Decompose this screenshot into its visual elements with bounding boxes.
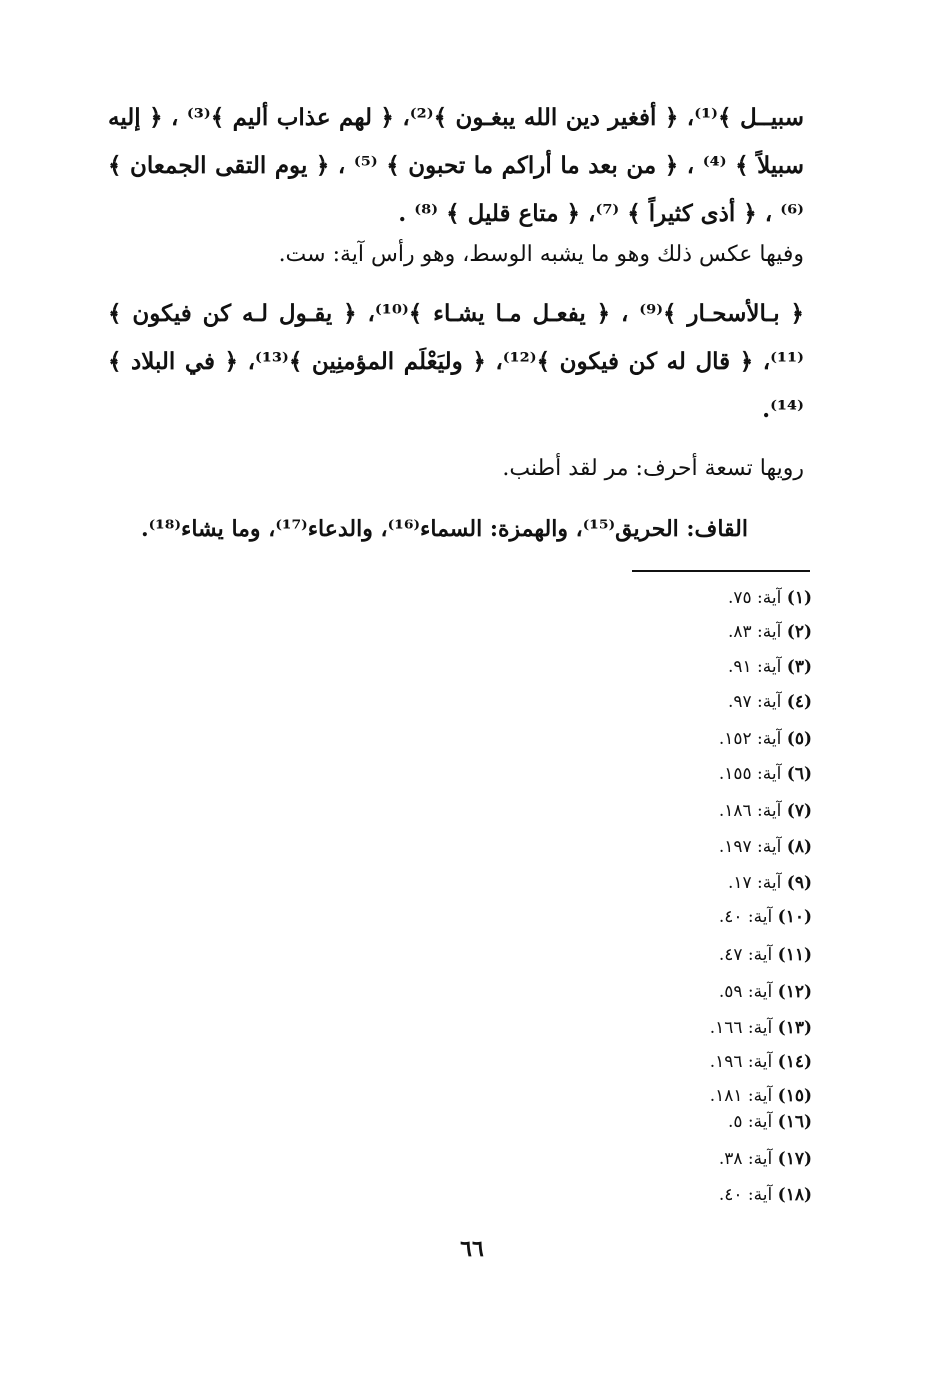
paragraph-note-middle: وفيها عكس ذلك وهو ما يشبه الوسط، وهو رأس آية: ست.: [278, 242, 804, 267]
footnote-item: (١٠) آية: ٤٠.: [718, 907, 812, 927]
page-number: ٦٦: [460, 1236, 484, 1262]
footnote-item: (١١) آية: ٤٧.: [718, 945, 812, 965]
paragraph-qaf-hamza: القاف: الحريق⁽¹⁵⁾، والهمزة: السماء⁽¹⁶⁾، والدعاء⁽¹⁷⁾، وما يشاء⁽¹⁸⁾.: [140, 516, 748, 542]
footnote-item: (١٥) آية: ١٨١.: [709, 1086, 812, 1106]
footnote-item: (٣) آية: ٩١.: [727, 657, 812, 677]
footnote-item: (٤) آية: ٩٧.: [727, 692, 812, 712]
footnote-item: (١٢) آية: ٥٩.: [718, 982, 812, 1002]
footnote-item: (١٨) آية: ٤٠.: [718, 1185, 812, 1205]
footnote-item: (١) آية: ٧٥.: [727, 588, 812, 608]
footnote-item: (٧) آية: ١٨٦.: [718, 801, 812, 821]
footnote-item: (١٧) آية: ٣٨.: [718, 1149, 812, 1169]
footnote-item: (٩) آية: ١٧.: [727, 873, 812, 893]
footnote-item: (٦) آية: ١٥٥.: [718, 764, 812, 784]
footnote-item: (١٦) آية: ٥.: [727, 1112, 812, 1132]
footnote-item: (١٣) آية: ١٦٦.: [709, 1018, 812, 1038]
footnote-item: (٢) آية: ٨٣.: [727, 622, 812, 642]
footnote-item: (٨) آية: ١٩٧.: [718, 837, 812, 857]
paragraph-verses-2: ﴿ بـالأسحـار ﴾⁽⁹⁾ ، ﴿ يفعـل مـا يشـاء ﴾⁽¹⁰⁾، ﴿ يقـول لـه كن فيكون ﴾⁽¹¹⁾، ﴿ قال له كن فيكون ﴾⁽¹²⁾، ﴿ وليَعْلَم المؤمنِين ﴾⁽¹³⁾، ﴿ في البلاد ﴾⁽¹⁴⁾.: [108, 300, 805, 423]
paragraph-verses-1: سبيــل ﴾⁽¹⁾، ﴿ أفغير دين الله يبغـون ﴾⁽²⁾، ﴿ لهم عذاب أليم ﴾⁽³⁾ ، ﴿ إليه سبيلاً ﴾ ⁽⁴⁾ ، ﴿ من بعد ما أراكم ما تحبون ﴾ ⁽⁵⁾ ، ﴿ يوم التقى الجمعان ﴾ ⁽⁶⁾ ، ﴿ أذى كثيراً ﴾ ⁽⁷⁾، ﴿ متاع قليل ﴾ ⁽⁸⁾ .: [108, 104, 805, 227]
footnote-separator: [632, 570, 810, 572]
footnote-item: (١٤) آية: ١٩٦.: [709, 1052, 812, 1072]
paragraph-rhyme-letters: رويها تسعة أحرف: مر لقد أطنب.: [502, 456, 804, 481]
footnote-item: (٥) آية: ١٥٢.: [718, 729, 812, 749]
